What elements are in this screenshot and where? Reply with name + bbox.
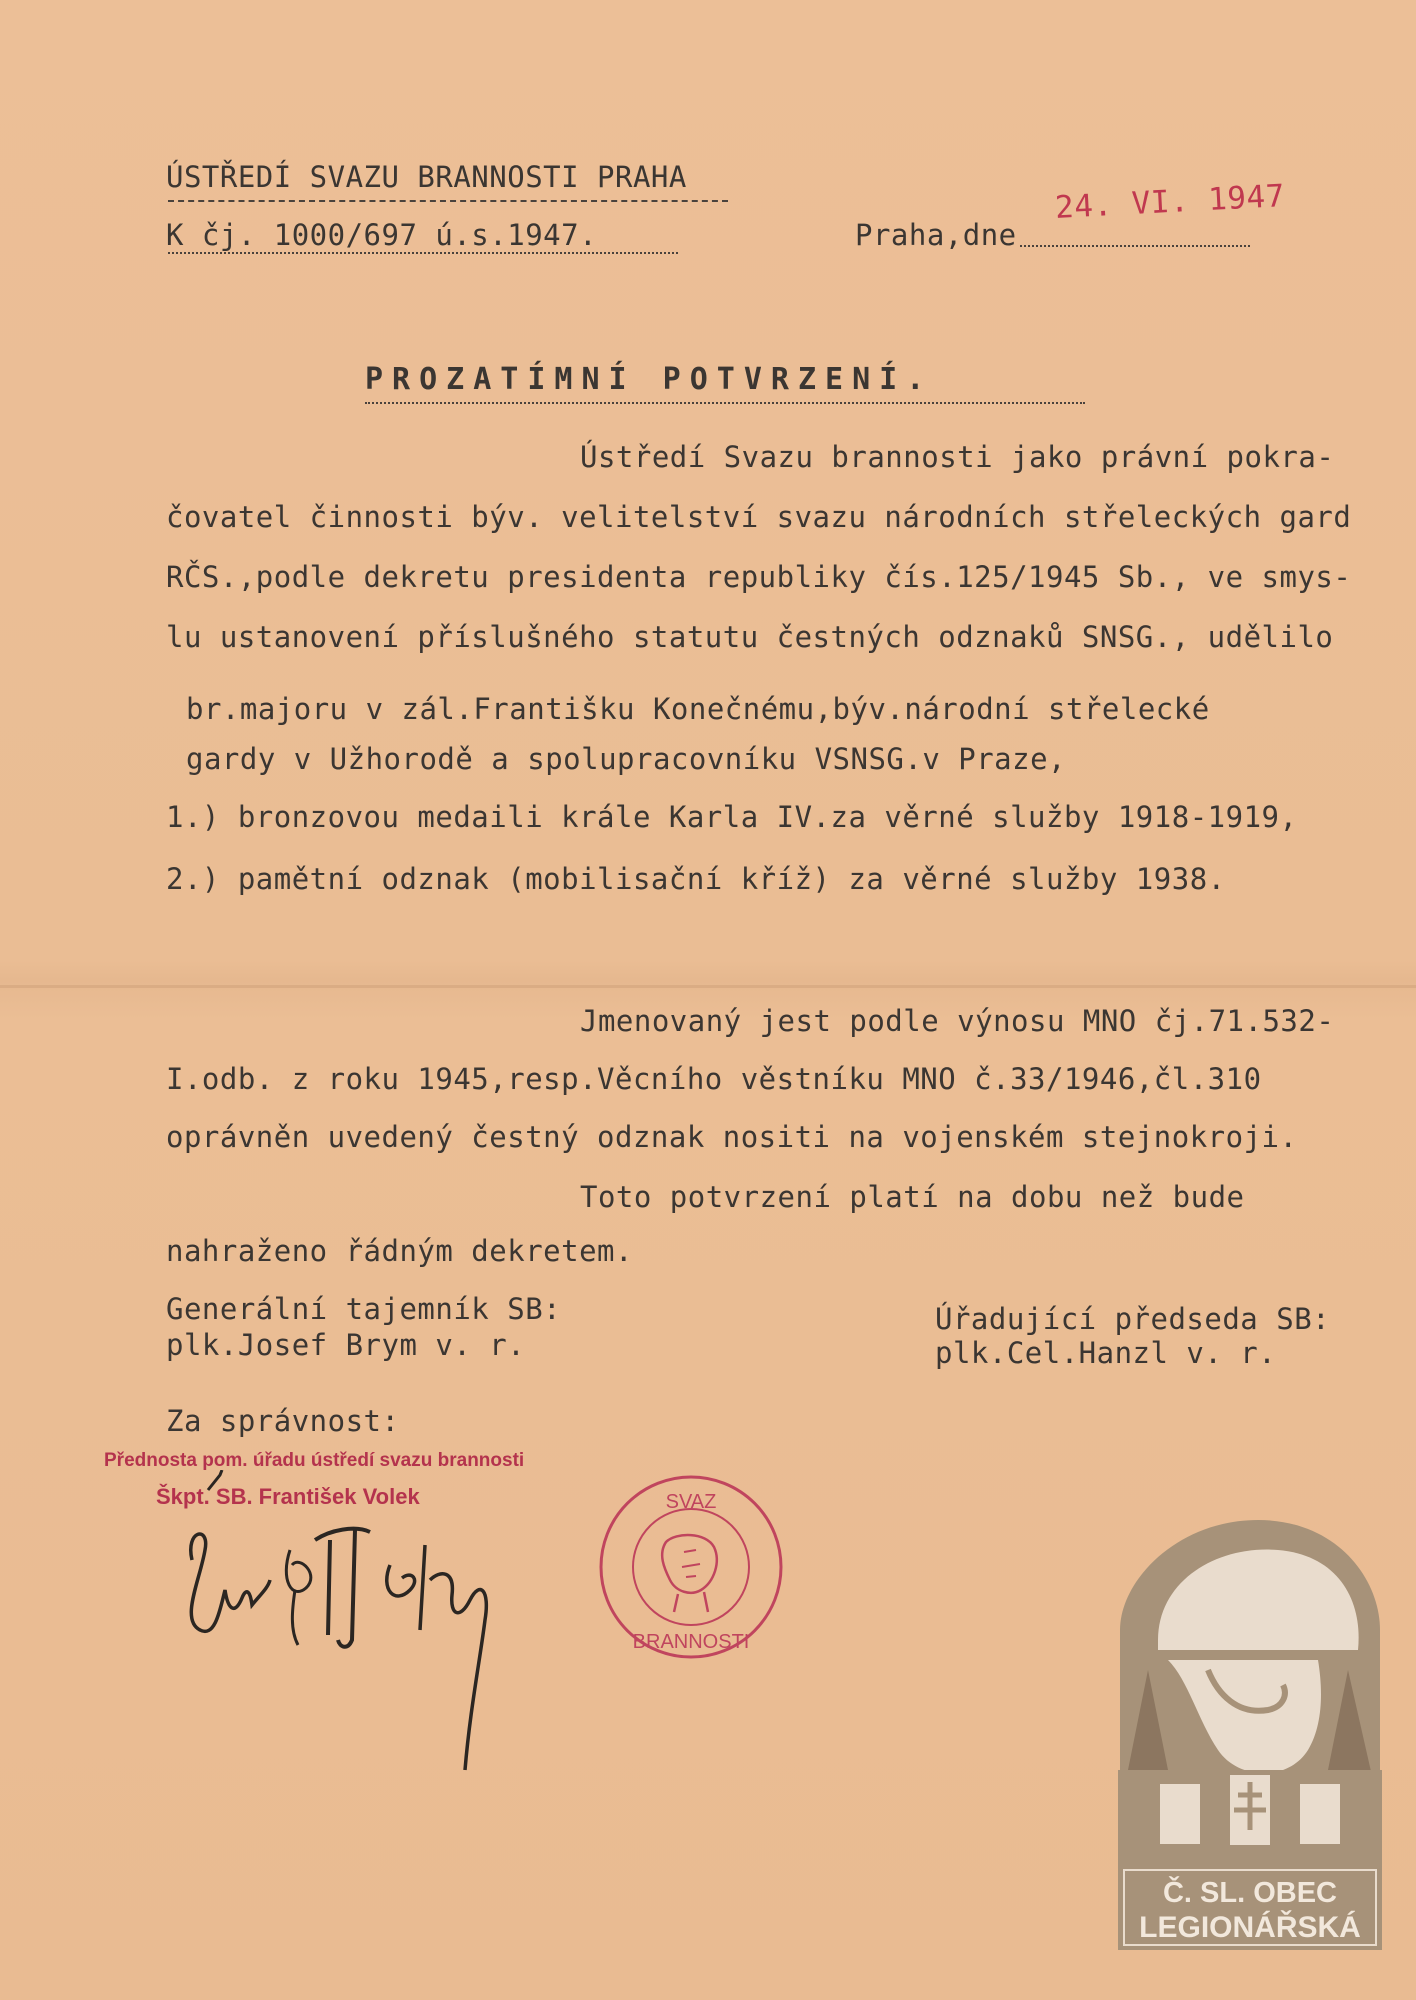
award-item-2: 2.) pamětní odznak (mobilisační kříž) za věrné služby 1938. [166, 862, 1226, 896]
stamp-name-line: Škpt. SB. František Volek [156, 1484, 420, 1509]
legion-logo [1118, 1520, 1382, 1950]
signature-left-name: plk.Josef Brym v. r. [166, 1328, 526, 1362]
header-place: Praha,dne [855, 218, 1017, 252]
recipient-line2: gardy v Užhorodě a spolupracovníku VSNSG.v Praze, [186, 742, 1067, 776]
body-p1-line1: Ústředí Svazu brannosti jako právní pokra- [580, 440, 1335, 474]
body-p1-line4: lu ustanovení příslušného statutu čestných odznaků SNSG., udělilo [166, 620, 1334, 654]
signature-right-name: plk.Cel.Hanzl v. r. [935, 1336, 1277, 1370]
handwritten-signature [180, 1470, 620, 1780]
date-underline [1020, 245, 1250, 247]
recipient-line1: br.majoru v zál.Františku Konečnému,býv.národní střelecké [186, 692, 1210, 726]
ref-underline [168, 252, 678, 254]
body-p1-line3: RČS.,podle dekretu presidenta republiky čís.125/1945 Sb., ve smys- [166, 560, 1352, 594]
header-org: ÚSTŘEDÍ SVAZU BRANNOSTI PRAHA [166, 160, 687, 194]
header-date-stamp: 24. VI. 1947 [1054, 178, 1286, 226]
stamp-office-line: Přednosta pom. úřadu ústředí svazu brannosti [104, 1450, 525, 1471]
body-p3-line2: nahraženo řádným dekretem. [166, 1234, 633, 1268]
body-p3-line1: Toto potvrzení platí na dobu než bude [580, 1180, 1245, 1214]
logo-line2: LEGIONÁŘSKÁ [1139, 1911, 1361, 1944]
body-p1-line2: čovatel činnosti býv. velitelství svazu národních střeleckých gard [166, 500, 1352, 534]
svg-text:BRANNOSTI: BRANNOSTI [632, 1631, 750, 1653]
round-seal [596, 1472, 786, 1662]
title-underline [365, 402, 1085, 404]
logo-line1: Č. SL. OBEC [1162, 1877, 1338, 1909]
body-p2-line2: I.odb. z roku 1945,resp.Věcního věstníku MNO č.33/1946,čl.310 [166, 1062, 1262, 1096]
body-p2-line1: Jmenovaný jest podle výnosu MNO čj.71.532- [580, 1004, 1335, 1038]
header-ref: K čj. 1000/697 ú.s.1947. [166, 218, 598, 252]
award-item-1: 1.) bronzovou medaili krále Karla IV.za věrné služby 1918-1919, [166, 800, 1298, 834]
body-p2-line3: oprávněn uvedený čestný odznak nositi na vojenském stejnokroji. [166, 1120, 1298, 1154]
paper-fold [0, 985, 1416, 988]
svg-text:SVAZ: SVAZ [665, 1491, 717, 1513]
signature-right-title: Úřadující předseda SB: [935, 1302, 1331, 1336]
za-spravnost-label: Za správnost: [166, 1404, 400, 1438]
header-underline [168, 200, 728, 202]
signature-left-title: Generální tajemník SB: [166, 1292, 562, 1326]
document-title: PROZATÍMNÍ POTVRZENÍ. [365, 362, 934, 397]
